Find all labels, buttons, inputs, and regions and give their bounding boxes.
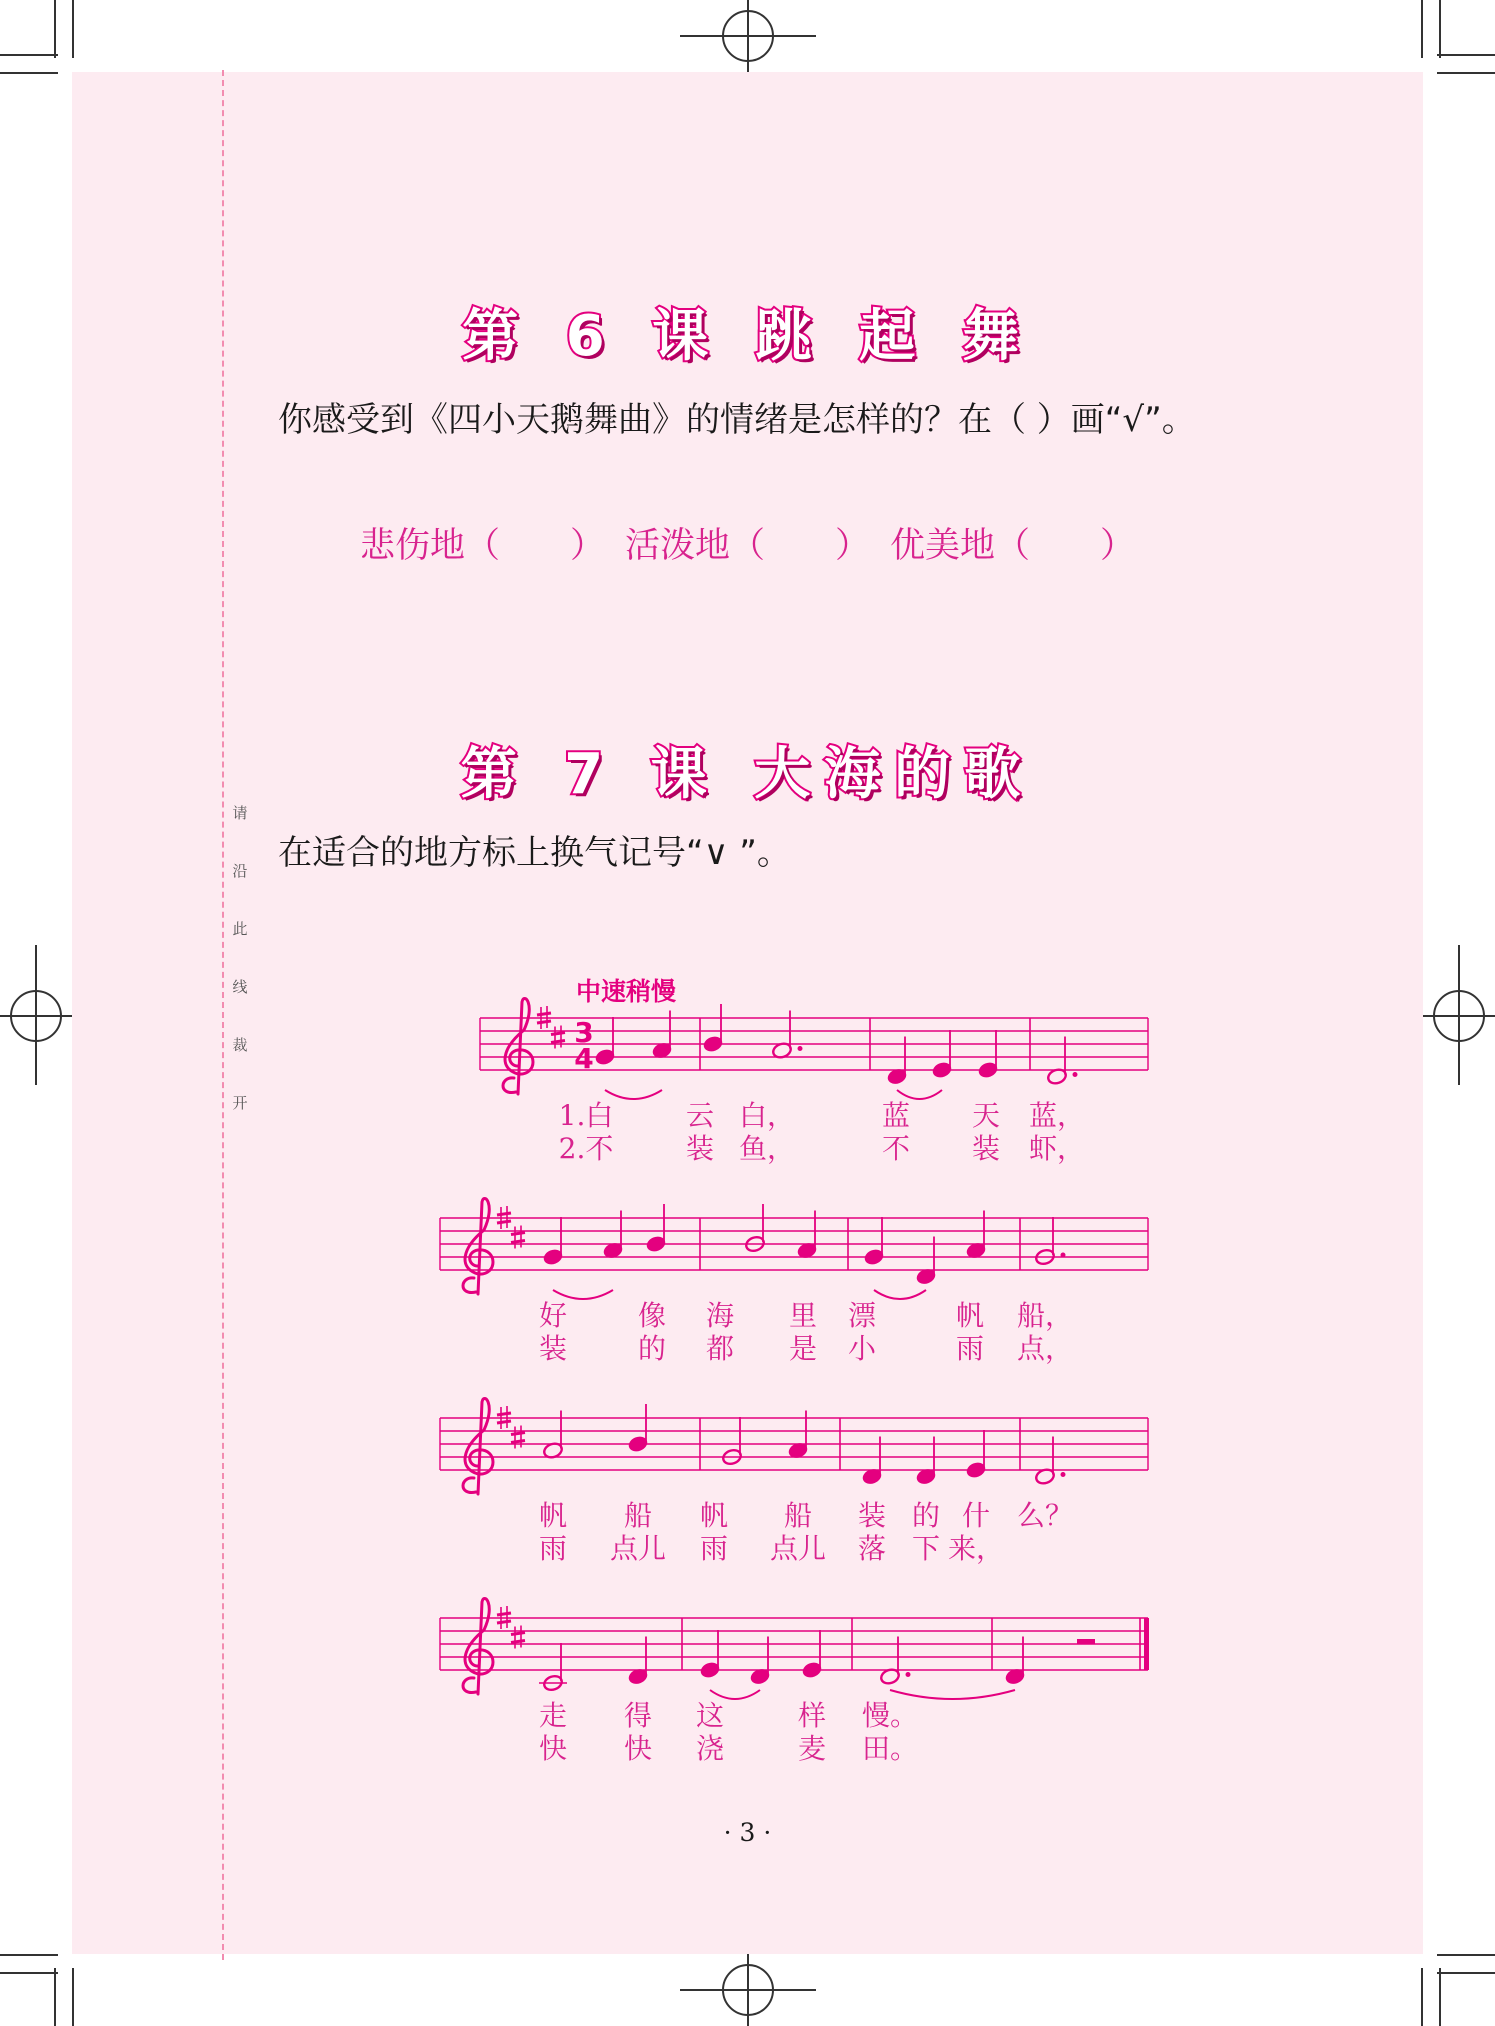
lyric-syllable: 2.不 bbox=[558, 1132, 614, 1165]
lyric-syllable: 船 bbox=[783, 1499, 813, 1532]
lyric-syllable: 像 bbox=[637, 1299, 667, 1332]
lyric-syllable: 云 bbox=[685, 1099, 715, 1132]
lesson7-question: 在适合的地方标上换气记号“∨ ”。 bbox=[278, 833, 791, 873]
lyric-syllable: 浇 bbox=[695, 1732, 725, 1765]
lyric-syllable: 这 bbox=[695, 1699, 725, 1732]
lyric-syllable: 白， bbox=[738, 1099, 796, 1132]
lyric-syllable: 1.白 bbox=[558, 1099, 614, 1132]
lyric-syllable: 装 bbox=[857, 1499, 887, 1532]
lyric-syllable: 来， bbox=[947, 1532, 1005, 1565]
treble-clef bbox=[503, 998, 533, 1094]
treble-clef bbox=[463, 1398, 493, 1494]
half-rest bbox=[1077, 1639, 1095, 1644]
lyric-syllable: 帆 bbox=[538, 1499, 568, 1532]
lesson6-title: 第 6 课 跳 起 舞 bbox=[462, 304, 1033, 369]
slur bbox=[890, 1690, 1015, 1699]
treble-clef bbox=[463, 1198, 493, 1294]
cut-char: 请 bbox=[232, 804, 248, 822]
lyric-syllable: 装 bbox=[971, 1132, 1001, 1165]
lyric-syllable: 雨 bbox=[538, 1532, 568, 1565]
dot bbox=[1061, 1253, 1066, 1258]
dot bbox=[1073, 1072, 1078, 1077]
lyric-syllable: 是 bbox=[788, 1332, 818, 1365]
lyric-syllable: 点， bbox=[1016, 1332, 1074, 1365]
lyric-syllable: 点儿 bbox=[769, 1532, 827, 1565]
dot bbox=[1061, 1472, 1066, 1477]
lyric-syllable: 鱼， bbox=[738, 1132, 796, 1165]
lyric-syllable: 都 bbox=[705, 1332, 735, 1365]
lyric-syllable: 小 bbox=[847, 1332, 877, 1365]
slur bbox=[710, 1690, 760, 1699]
page-number: · 3 · bbox=[723, 1818, 772, 1847]
lyric-syllable: 装 bbox=[685, 1132, 715, 1165]
lyric-syllable: 船 bbox=[623, 1499, 653, 1532]
cut-char: 此 bbox=[232, 920, 248, 938]
time-signature-bottom: 4 bbox=[574, 1042, 594, 1075]
lyric-syllable: 天 bbox=[971, 1099, 1001, 1132]
staff-system bbox=[440, 1198, 1148, 1294]
lyric-syllable: 虾， bbox=[1028, 1132, 1086, 1165]
lyric-syllable: 快 bbox=[538, 1732, 568, 1765]
lyric-syllable: 的 bbox=[911, 1499, 941, 1532]
lyric-syllable: 田。 bbox=[861, 1732, 919, 1765]
lyric-syllable: 帆 bbox=[699, 1499, 729, 1532]
lyric-syllable: 船， bbox=[1016, 1299, 1074, 1332]
tempo-marking: 中速稍慢 bbox=[576, 977, 677, 1006]
slur bbox=[874, 1290, 926, 1299]
lesson6-question: 你感受到《四小天鹅舞曲》的情绪是怎样的？在（ ）画“√”。 bbox=[278, 400, 1196, 440]
lyric-syllable: 什 bbox=[961, 1499, 991, 1532]
lyric-syllable: 蓝， bbox=[1028, 1099, 1086, 1132]
cut-char: 裁 bbox=[232, 1036, 248, 1054]
lyric-syllable: 快 bbox=[623, 1732, 653, 1765]
slur bbox=[553, 1290, 613, 1299]
sharp-sign bbox=[511, 1226, 525, 1249]
lyric-syllable: 海 bbox=[705, 1299, 735, 1332]
lyric-syllable: 下 bbox=[911, 1532, 941, 1565]
lyric-syllable: 落 bbox=[857, 1532, 887, 1565]
lyric-syllable: 得 bbox=[623, 1699, 653, 1732]
lyric-syllable: 不 bbox=[881, 1132, 911, 1165]
lyric-syllable: 点儿 bbox=[609, 1532, 667, 1565]
lyric-syllable: 雨 bbox=[955, 1332, 985, 1365]
lyric-syllable: 里 bbox=[788, 1299, 818, 1332]
sharp-sign bbox=[511, 1626, 525, 1649]
lyric-syllable: 漂 bbox=[847, 1299, 877, 1332]
lyric-syllable: 么？ bbox=[1016, 1499, 1074, 1532]
lesson7-title: 第 7 课 大海的歌 bbox=[460, 742, 1035, 807]
sharp-sign bbox=[551, 1026, 565, 1049]
option-sad[interactable]: 悲伤地（ ） bbox=[360, 526, 606, 566]
lyric-syllable: 的 bbox=[637, 1332, 667, 1365]
lyric-syllable: 样 bbox=[797, 1699, 827, 1732]
final-barline bbox=[1144, 1618, 1149, 1670]
dot bbox=[906, 1672, 911, 1677]
sharp-sign bbox=[511, 1426, 525, 1449]
cut-char: 沿 bbox=[232, 862, 248, 880]
lyric-syllable: 走 bbox=[538, 1699, 568, 1732]
dot bbox=[798, 1046, 803, 1051]
treble-clef bbox=[463, 1598, 493, 1694]
cut-char: 开 bbox=[232, 1094, 248, 1112]
lyric-syllable: 装 bbox=[538, 1332, 568, 1365]
lyric-syllable: 雨 bbox=[699, 1532, 729, 1565]
time-signature-top: 3 bbox=[574, 1016, 594, 1049]
slur bbox=[605, 1090, 662, 1099]
option-lively[interactable]: 活泼地（ ） bbox=[625, 526, 871, 566]
cut-char: 线 bbox=[232, 978, 248, 996]
lyric-syllable: 帆 bbox=[955, 1299, 985, 1332]
lyric-syllable: 慢。 bbox=[861, 1699, 919, 1732]
lyric-syllable: 好 bbox=[538, 1299, 568, 1332]
option-graceful[interactable]: 优美地（ ） bbox=[890, 526, 1136, 566]
lyric-syllable: 麦 bbox=[797, 1732, 827, 1765]
slur bbox=[897, 1090, 942, 1099]
lyric-syllable: 蓝 bbox=[881, 1099, 911, 1132]
